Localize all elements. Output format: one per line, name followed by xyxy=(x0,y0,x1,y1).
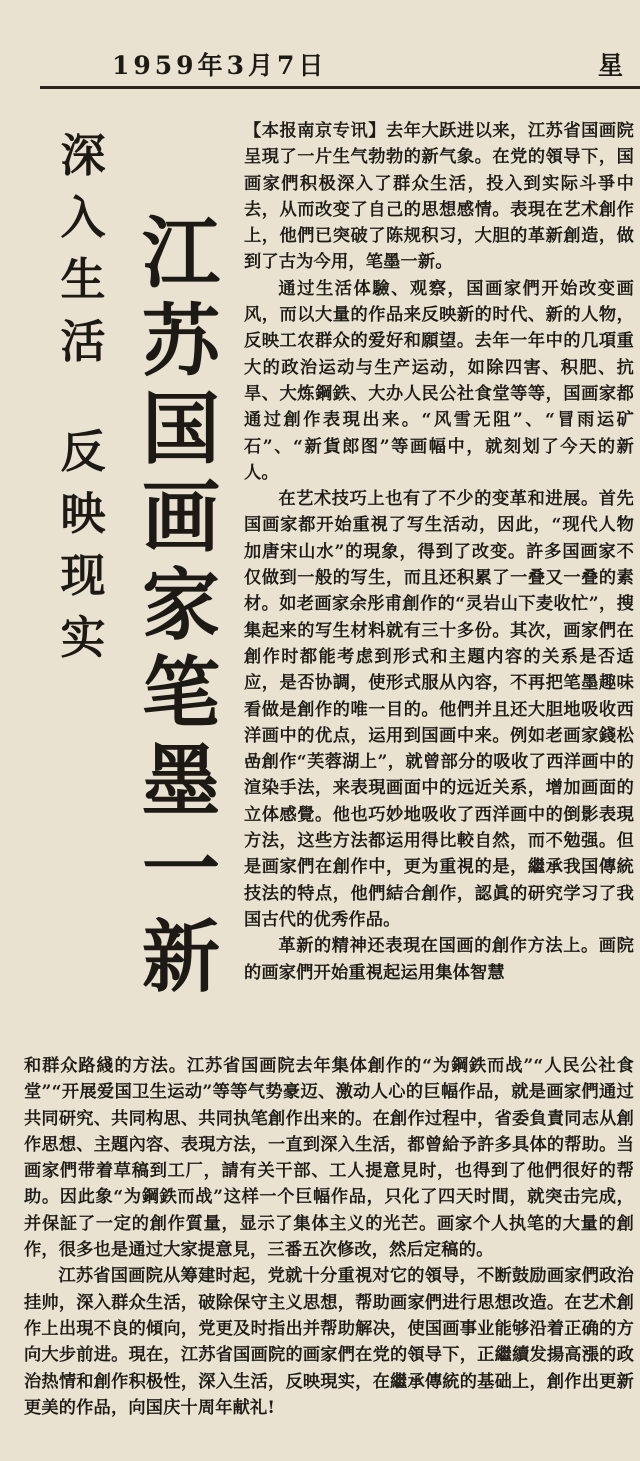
subtitle-char: 映 xyxy=(60,487,106,540)
paragraph-text: 去年大跃进以来，江苏省国画院呈現了一片生气勃勃的新气象。在党的領导下，国画家們积极深入了群众生活，投入到实际斗爭中去，从而改变了自己的思想感情。表現在艺术創作上，他們已突破了陈规积习，大胆的革新創造，做到了古为今用，笔墨一新。 xyxy=(244,121,634,273)
article-paragraph-4-tail: 和群众路綫的方法。江苏省国画院去年集体創作的“为鋼鉄而战”“人民公社食堂”“开展爱国卫生运动”等等气势豪迈、激动人心的巨幅作品，就是画家們通过共同研究、共同构思、共同执笔創作出来的。在創作过程中，省委負責同志从創作思想、主題內容、表現方法，一直到深入生活，都曾給予許多具体的帮助。当画家們带着草稿到工厂，請有关干部、工人提意見时，也得到了他們很好的帮助。因此象“为鋼鉄而战”这样一个巨幅作品，只化了四天时間，就突击完成，并保証了一定的創作質量，显示了集体主义的光芒。画家个人执笔的大量的創作，很多也是通过大家提意見，三番五次修改，然后定稿的。 xyxy=(24,1056,634,1261)
subtitle-char: 生 xyxy=(60,253,106,306)
subtitle-gap xyxy=(50,373,116,421)
subtitle-vertical xyxy=(50,125,116,669)
issue-date: 1959年3月7日 xyxy=(112,51,328,80)
article-paragraph-3: 在艺术技巧上也有了不少的变革和进展。首先国画家都开始重視了写生活动，因此，“现代人物加唐宋山水”的現象，得到了改变。許多国画家不仅做到一般的写生，而且还积累了一叠又一叠的素材。如老画家余彤甫創作的“灵岩山下麦收忙”，搜集起来的写生材料就有三十多份。其次，画家們在創作时都能考虑到形式和主題内容的关系是否适应，是否协調，使形式服从內容，不再把笔墨趣味看做是創作的唯一目的。他們并且还大胆地吸收西洋画中的优点，运用到国画中来。例如老画家錢松嵒創作“芙蓉湖上”，就曾部分的吸收了西洋画中的渲染手法，来表現画面中的远近关系，增加画面的立体感覺。他也巧妙地吸收了西洋画中的倒影表現方法，这些方法都运用得比較自然，而不勉强。但是画家們在創作中，更为重視的是，繼承我国傳統技法的特点，他們結合創作，認眞的研究学习了我国古代的优秀作品。 xyxy=(244,489,634,930)
headline-char: 新 xyxy=(141,912,220,1003)
subtitle-char: 深 xyxy=(60,129,106,182)
headline-char: 墨 xyxy=(141,736,220,827)
headline-char: 江 xyxy=(141,208,220,299)
dateline xyxy=(0,40,640,84)
headline-char: 家 xyxy=(141,560,220,651)
subtitle-char: 实 xyxy=(60,611,106,664)
headline-char: 一 xyxy=(141,824,220,915)
article-paragraph-4-head: 革新的精神还表現在国画的創作方法上。画院的画家們开始重視起运用集体智慧 xyxy=(244,936,634,983)
subtitle-char: 现 xyxy=(60,549,106,602)
header-rule xyxy=(40,86,640,89)
article-paragraph-2: 通过生活体驗、观察，国画家們开始改变画风，而以大量的作品来反映新的时代、新的人物，反映工农群众的爱好和願望。去年一年中的几項重大的政治运动与生产运动，如除四害、积肥、抗旱、大炼鋼鉄、大办人民公社食堂等等，国画家都通过創作表現出来。“风雪无阻”、“冒雨运矿石”、“新貨郎图”等画幅中，就刻划了今天的新人。 xyxy=(244,278,634,483)
headline-char: 苏 xyxy=(141,296,220,387)
subtitle-char: 活 xyxy=(60,315,106,368)
article-paragraph-5: 江苏省国画院从筹建时起，党就十分重視对它的領导，不断鼓励画家們政治挂帅，深入群众生活，破除保守主义思想，帮助画家們进行思想改造。在艺术創作上出現不良的傾向，党更及时指出并帮助解决，使国画事业能够沿着正确的方向大步前进。現在，江苏省国画院的画家們在党的領导下，正繼續发揚高漲的政治热情和創作积极性，深入生活，反映現实，在繼承傳統的基础上，創作出更新更美的作品，向国庆十周年献礼! xyxy=(24,1266,634,1418)
weekday-label: 星 xyxy=(598,51,624,80)
headline-char: 笔 xyxy=(141,648,220,739)
article-paragraph-1 xyxy=(244,118,634,276)
article-wide-section xyxy=(24,1053,634,1421)
subtitle-char: 反 xyxy=(60,425,106,478)
article-column xyxy=(244,118,634,986)
headline-vertical xyxy=(128,210,234,1002)
headline-char: 国 xyxy=(141,384,220,475)
headline-char: 画 xyxy=(141,472,220,563)
dispatch-tag: 【本报南京专讯】 xyxy=(244,121,386,141)
subtitle-char: 入 xyxy=(60,191,106,244)
